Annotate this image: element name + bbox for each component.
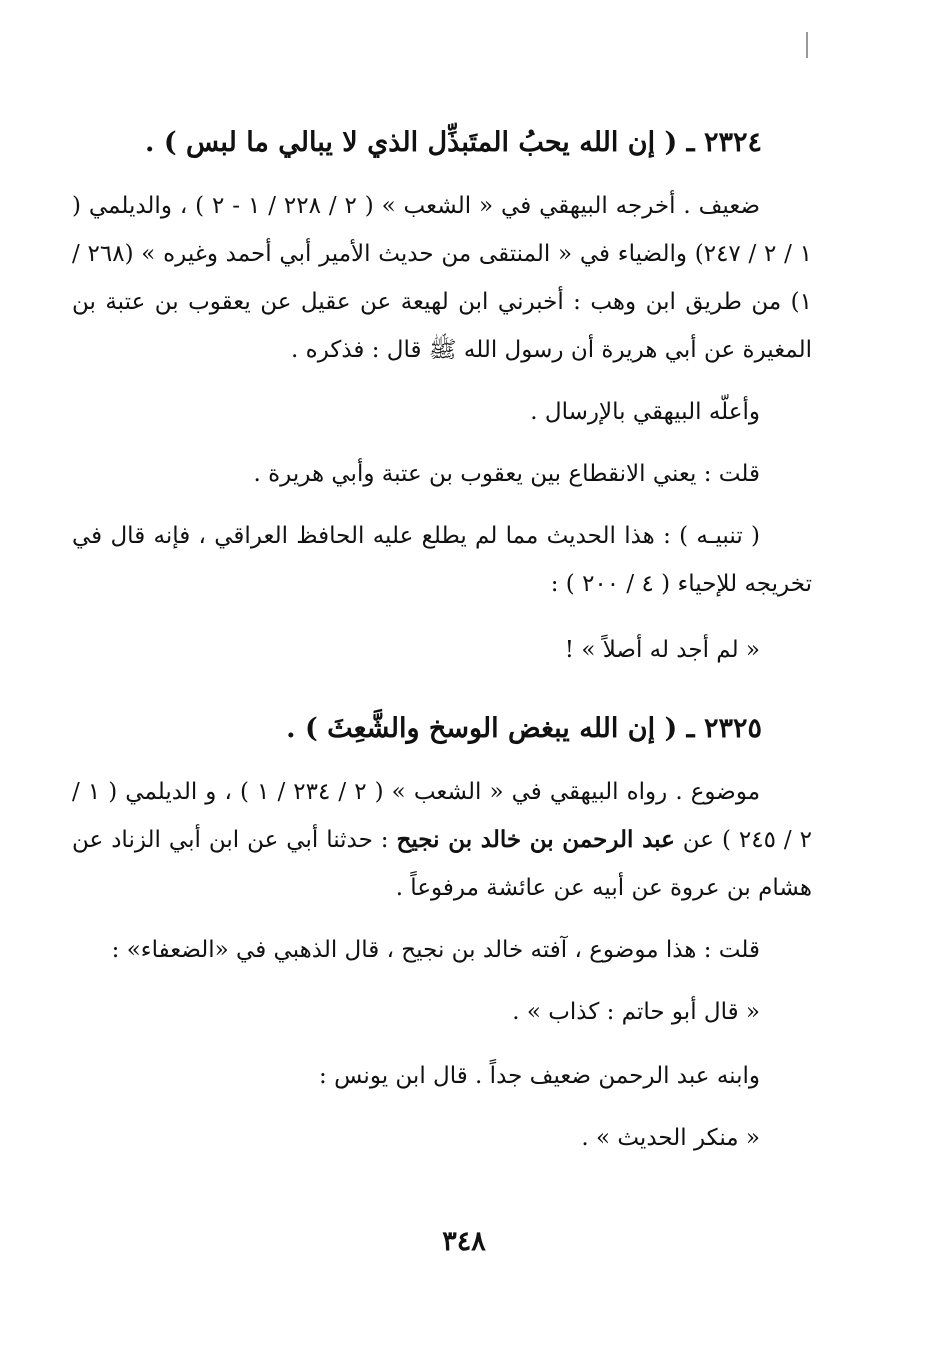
hadith-2325-heading: ٢٣٢٥ ـ ( إن الله يبغض الوسخ والشَّعِثَ ) . [286,713,762,744]
hadith-2324-takhrij: ضعيف . أخرجه البيهقي في « الشعب » ( ٢ / ٢٢٨ / ١ - ٢ ) ، والديلمي ( ١ / ٢ / ٢٤٧) والضياء في « المنتقى من حديث الأمير أبي أحمد وغيره » (٢٦٨ / ١) من طريق ابن وهب : أخبرني ابن لهيعة عن عقيل عن يعقوب بن عتبة بن المغيرة عن أبي هريرة أن رسول الله ﷺ قال : فذكره . [72,193,812,363]
hadith-2324-note: ( تنبيـه ) : هذا الحديث مما لم يطلع عليه الحافظ العراقي ، فإنه قال في تخريجه للإحياء ( ٤ / ٢٠٠ ) : [72,523,812,597]
ibn-yunus-quote: « منكر الحديث » . [581,1125,760,1151]
hadith-2324-illah: وأعلّه البيهقي بالإرسال . [530,399,760,425]
hadith-2325-son-comment: وابنه عبد الرحمن ضعيف جداً . قال ابن يونس : [319,1063,760,1089]
page-body [72,118,812,1178]
hadith-2325-comment: قلت : هذا موضوع ، آفته خالد بن نجيح ، قال الذهبي في «الضعفاء» : [111,937,760,963]
abu-hatim-quote: « قال أبو حاتم : كذاب » . [512,999,760,1025]
margin-mark [806,32,808,58]
page-number: ٣٤٨ [442,1226,486,1257]
hadith-2325-takhrij [72,768,812,912]
hadith-2324-heading: ٢٣٢٤ ـ ( إن الله يحبُ المتَبذِّل الذي لا يبالي ما لبس ) . [145,127,762,158]
hadith-2324-iraqi-quote: « لم أجد له أصلاً » ! [564,637,760,663]
hadith-2325-takhrij-end: : حدثنا أبي عن ابن أبي الزناد عن هشام بن عروة عن أبيه عن عائشة مرفوعاً . [72,827,812,901]
hadith-2325-takhrij-start: موضوع . رواه البيهقي في « الشعب » ( ٢ / ٢٣٤ / ١ ) ، و الديلمي ( ١ / ٢ / ٢٤٥ ) عن [72,779,812,853]
hadith-2324-comment: قلت : يعني الانقطاع بين يعقوب بن عتبة وأبي هريرة . [253,461,760,487]
narrator-name: عبد الرحمن بن خالد بن نجيح [396,826,675,853]
